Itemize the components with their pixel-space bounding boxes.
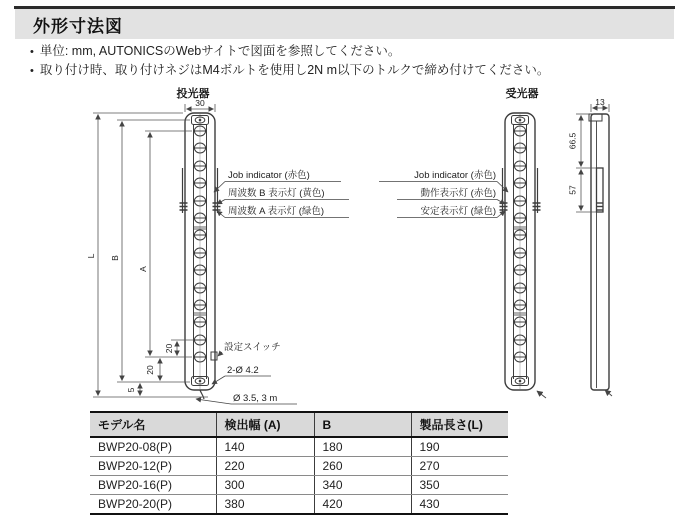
l-cell: 350 bbox=[411, 476, 508, 495]
dim-pitch-20: 20 bbox=[164, 343, 174, 354]
b-cell: 420 bbox=[314, 495, 411, 515]
page-title: 外形寸法図 bbox=[33, 16, 123, 36]
emitter-freq-a-label: 周波数 A 表示灯 (緑色) bbox=[228, 206, 325, 217]
setting-switch-label: 設定スイッチ bbox=[224, 342, 281, 353]
dim-B: B bbox=[110, 255, 120, 261]
model-cell: BWP20-08(P) bbox=[90, 437, 216, 457]
a-cell: 300 bbox=[216, 476, 314, 495]
dim-bottom-20: 20 bbox=[145, 365, 155, 375]
model-cell: BWP20-20(P) bbox=[90, 495, 216, 515]
cable-label: Ø 3.5, 3 m bbox=[233, 393, 278, 404]
b-cell: 180 bbox=[314, 437, 411, 457]
dim-upper-66-5: 66.5 bbox=[567, 132, 578, 150]
l-cell: 270 bbox=[411, 457, 508, 476]
dim-end-5: 5 bbox=[126, 387, 136, 393]
dim-width-30: 30 bbox=[195, 98, 205, 108]
side-view-drawing bbox=[589, 114, 612, 396]
note-unit: • 単位: mm, AUTONICSのWebサイトで図面を参照してください。 bbox=[30, 42, 549, 61]
note-mounting: • 取り付け時、取り付けネジはM4ボルトを使用し2N m以下のトルクで締め付けてください。 bbox=[30, 61, 549, 80]
model-cell: BWP20-16(P) bbox=[90, 476, 216, 495]
l-cell: 430 bbox=[411, 495, 508, 515]
stability-indicator-label: 安定表示灯 (緑色) bbox=[420, 206, 496, 217]
mounting-holes-label: 2-Ø 4.2 bbox=[227, 365, 259, 376]
dim-A: A bbox=[138, 266, 148, 272]
table-header-row bbox=[90, 412, 508, 437]
receiver-drawing bbox=[500, 113, 547, 398]
model-dimension-table bbox=[90, 411, 508, 515]
b-cell: 340 bbox=[314, 476, 411, 495]
model-cell: BWP20-12(P) bbox=[90, 457, 216, 476]
dim-window-57: 57 bbox=[567, 185, 578, 195]
l-cell: 190 bbox=[411, 437, 508, 457]
header-detection-width: 検出幅 (A) bbox=[216, 412, 314, 437]
header-model: モデル名 bbox=[90, 412, 216, 437]
section-header bbox=[15, 9, 674, 39]
dim-L: L bbox=[86, 253, 96, 259]
notes-list bbox=[30, 42, 549, 80]
table-row bbox=[90, 495, 508, 515]
table-row bbox=[90, 457, 508, 476]
table-row bbox=[90, 476, 508, 495]
emitter-job-indicator-label: Job indicator (赤色) bbox=[228, 170, 310, 181]
dim-thickness-13: 13 bbox=[595, 97, 605, 107]
receiver-title: 受光器 bbox=[505, 88, 539, 100]
a-cell: 140 bbox=[216, 437, 314, 457]
header-b: B bbox=[314, 412, 411, 437]
receiver-callouts bbox=[379, 169, 508, 218]
emitter-title: 投光器 bbox=[176, 88, 210, 100]
emitter-callouts bbox=[196, 169, 349, 404]
a-cell: 220 bbox=[216, 457, 314, 476]
operation-indicator-label: 動作表示灯 (赤色) bbox=[420, 188, 496, 199]
emitter-freq-b-label: 周波数 B 表示灯 (黄色) bbox=[228, 188, 325, 199]
emitter-drawing bbox=[180, 113, 221, 399]
dimension-diagram bbox=[0, 82, 700, 412]
a-cell: 380 bbox=[216, 495, 314, 515]
table-row bbox=[90, 437, 508, 457]
receiver-job-indicator-label: Job indicator (赤色) bbox=[414, 170, 496, 181]
header-product-length: 製品長さ(L) bbox=[411, 412, 508, 437]
b-cell: 260 bbox=[314, 457, 411, 476]
